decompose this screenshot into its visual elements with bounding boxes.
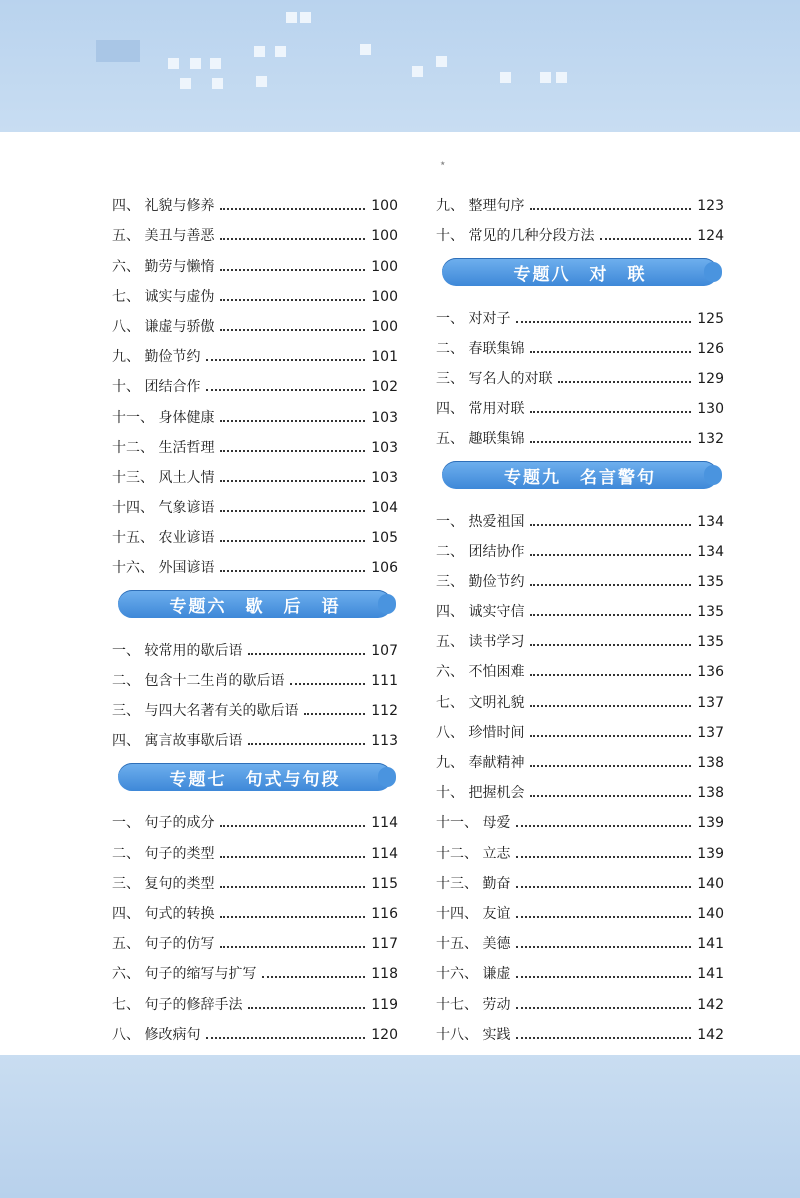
dot-leader	[262, 976, 365, 978]
toc-entry[interactable]	[436, 831, 724, 861]
decor-square	[540, 72, 551, 83]
toc-entry-list	[436, 184, 724, 244]
dot-leader	[290, 683, 365, 685]
toc-entry-title: 十一、 母爱	[436, 815, 511, 832]
toc-entry-page-number: 142	[697, 1026, 724, 1043]
toc-entry-page-number: 100	[371, 258, 398, 275]
dot-leader	[516, 1007, 691, 1009]
toc-entry-list	[112, 184, 398, 576]
toc-entry[interactable]	[112, 952, 398, 982]
toc-entry[interactable]	[436, 741, 724, 771]
toc-entry-page-number: 129	[697, 370, 724, 387]
toc-entry[interactable]	[112, 456, 398, 486]
dot-leader	[248, 1007, 365, 1009]
toc-entry-title: 十三、 勤奋	[436, 875, 511, 892]
toc-entry-page-number: 106	[371, 560, 398, 577]
toc-entry-page-number: 136	[697, 664, 724, 681]
toc-entry-list	[436, 499, 724, 1073]
decor-square	[254, 46, 265, 57]
toc-entry-title: 四、 句式的转换	[112, 905, 215, 922]
toc-entry[interactable]	[436, 952, 724, 982]
toc-entry[interactable]	[436, 982, 724, 1012]
toc-entry-page-number: 137	[697, 694, 724, 711]
toc-entry[interactable]	[112, 719, 398, 749]
toc-entry-page-number: 103	[371, 409, 398, 426]
toc-entry[interactable]	[436, 214, 724, 244]
toc-entry[interactable]	[112, 862, 398, 892]
dot-leader	[558, 381, 691, 383]
dot-leader	[516, 1037, 691, 1039]
toc-entry-page-number: 114	[371, 845, 398, 862]
dot-leader	[220, 510, 365, 512]
decor-square	[212, 78, 223, 89]
toc-entry-page-number: 140	[697, 875, 724, 892]
toc-entry-title: 三、 复句的类型	[112, 875, 215, 892]
banner-title: 专题九 名言警句	[504, 467, 656, 488]
decor-square	[190, 58, 201, 69]
toc-entry-page-number: 102	[371, 379, 398, 396]
toc-entry[interactable]	[112, 426, 398, 456]
toc-entry-list	[112, 801, 398, 1043]
toc-entry[interactable]	[436, 892, 724, 922]
toc-entry-page-number: 123	[697, 198, 724, 215]
dot-leader	[530, 765, 691, 767]
toc-entry-title: 七、 句子的修辞手法	[112, 996, 243, 1013]
toc-entry-title: 九、 奉献精神	[436, 755, 525, 771]
toc-entry-title: 十二、 生活哲理	[112, 439, 215, 456]
dot-leader	[530, 795, 691, 797]
toc-entry-page-number: 120	[371, 1026, 398, 1043]
toc-entry-title: 九、 整理句序	[436, 198, 525, 215]
toc-entry-title: 八、 珍惜时间	[436, 724, 525, 741]
decor-square	[360, 44, 371, 55]
section-banner-6	[118, 590, 392, 618]
toc-entry-page-number: 114	[371, 815, 398, 832]
toc-entry-title: 十、 常见的几种分段方法	[436, 228, 595, 245]
toc-entry-title: 十一、 身体健康	[112, 409, 215, 426]
dot-leader	[220, 238, 365, 240]
toc-entry[interactable]	[436, 184, 724, 214]
dot-leader	[206, 359, 365, 361]
toc-entry-title: 十七、 劳动	[436, 996, 511, 1013]
dot-leader	[220, 916, 365, 918]
toc-entry-title: 十八、 实践	[436, 1026, 511, 1043]
toc-entry-title: 十四、 友谊	[436, 905, 511, 922]
toc-entry[interactable]	[436, 530, 724, 560]
toc-entry-page-number: 135	[697, 573, 724, 590]
dot-leader	[516, 916, 691, 918]
toc-entry[interactable]	[436, 771, 724, 801]
dot-leader	[206, 1037, 365, 1039]
toc-entry[interactable]	[112, 275, 398, 305]
toc-entry-page-number: 112	[371, 703, 398, 719]
toc-entry-page-number: 135	[697, 604, 724, 621]
toc-entry[interactable]	[112, 305, 398, 335]
toc-entry[interactable]	[112, 516, 398, 546]
toc-entry-title: 二、 团结协作	[436, 543, 525, 560]
dot-leader	[530, 705, 691, 707]
toc-entry-title: 二、 句子的类型	[112, 845, 215, 862]
dot-leader	[304, 713, 365, 715]
toc-entry[interactable]	[112, 365, 398, 395]
toc-entry[interactable]	[436, 680, 724, 710]
toc-entry-page-number: 105	[371, 530, 398, 547]
decor-square	[96, 40, 118, 62]
decor-square	[210, 58, 221, 69]
dot-leader	[220, 299, 365, 301]
dot-leader	[530, 411, 691, 413]
toc-entry-title: 一、 较常用的歇后语	[112, 642, 243, 659]
toc-entry-page-number: 119	[371, 996, 398, 1013]
dot-leader	[220, 269, 365, 271]
toc-entry-page-number: 115	[371, 875, 398, 892]
banner-title: 专题八 对 联	[513, 264, 647, 285]
toc-entry[interactable]	[112, 546, 398, 576]
dot-leader	[516, 825, 691, 827]
toc-entry-title: 三、 与四大名著有关的歇后语	[112, 703, 299, 719]
toc-entry-title: 十五、 农业谚语	[112, 530, 215, 547]
toc-entry-page-number: 126	[697, 340, 724, 357]
toc-entry-title: 十、 把握机会	[436, 785, 525, 802]
decor-square	[412, 66, 423, 77]
dot-leader	[248, 743, 365, 745]
toc-entry[interactable]	[436, 650, 724, 680]
decor-square	[556, 72, 567, 83]
decor-square	[275, 46, 286, 57]
toc-entry-page-number: 113	[371, 733, 398, 750]
toc-entry-title: 七、 文明礼貌	[436, 694, 525, 711]
toc-entry-page-number: 111	[371, 672, 398, 689]
decor-square	[118, 40, 140, 62]
toc-entry[interactable]	[112, 892, 398, 922]
toc-entry-title: 八、 修改病句	[112, 1026, 201, 1043]
dot-leader	[206, 389, 365, 391]
toc-entry[interactable]	[436, 590, 724, 620]
decor-square	[286, 12, 297, 23]
toc-entry-page-number: 103	[371, 439, 398, 456]
toc-entry-page-number: 100	[371, 318, 398, 335]
toc-entry-page-number: 100	[371, 288, 398, 305]
toc-entry-page-number: 101	[371, 349, 398, 366]
banner-title: 专题七 句式与句段	[169, 769, 341, 790]
toc-entry-title: 六、 不怕困难	[436, 664, 525, 681]
toc-entry[interactable]	[436, 922, 724, 952]
dot-leader	[516, 946, 691, 948]
toc-entry[interactable]	[436, 1013, 724, 1043]
toc-entry-title: 五、 趣联集锦	[436, 431, 525, 448]
dot-leader	[530, 644, 691, 646]
toc-entry[interactable]	[436, 417, 724, 447]
toc-entry-title: 十五、 美德	[436, 936, 511, 953]
dot-leader	[220, 856, 365, 858]
dot-leader	[220, 825, 365, 827]
toc-entry-title: 四、 寓言故事歇后语	[112, 733, 243, 750]
toc-entry-title: 二、 春联集锦	[436, 340, 525, 357]
dot-leader	[530, 441, 691, 443]
toc-entry-page-number: 124	[697, 228, 724, 245]
dot-leader	[220, 480, 365, 482]
dot-leader	[516, 321, 691, 323]
toc-entry-title: 一、 句子的成分	[112, 815, 215, 832]
toc-entry-page-number: 116	[371, 905, 398, 922]
toc-entry-title: 一、 对对子	[436, 310, 511, 327]
toc-entry-title: 四、 常用对联	[436, 401, 525, 418]
toc-entry-page-number: 132	[697, 431, 724, 448]
dot-leader	[530, 554, 691, 556]
toc-entry[interactable]	[112, 689, 398, 719]
toc-entry[interactable]	[112, 922, 398, 952]
toc-entry-list	[436, 296, 724, 447]
dot-leader	[220, 946, 365, 948]
toc-entry-page-number: 134	[697, 513, 724, 530]
toc-entry-title: 十四、 气象谚语	[112, 500, 215, 517]
dot-leader	[220, 886, 365, 888]
toc-entry-page-number: 107	[371, 642, 398, 659]
toc-entry-page-number: 139	[697, 845, 724, 862]
banner-title: 专题六 歇 后 语	[169, 596, 341, 617]
bottom-decorative-band	[0, 1055, 800, 1198]
toc-entry-page-number: 135	[697, 634, 724, 651]
toc-entry-page-number: 104	[371, 500, 398, 517]
toc-entry[interactable]	[112, 486, 398, 516]
toc-left-column	[112, 184, 398, 1043]
toc-entry-title: 十六、 外国谚语	[112, 560, 215, 577]
toc-entry[interactable]	[436, 560, 724, 590]
toc-entry[interactable]	[436, 620, 724, 650]
toc-entry[interactable]	[112, 831, 398, 861]
dot-leader	[530, 351, 691, 353]
dot-leader	[220, 570, 365, 572]
toc-entry[interactable]	[436, 357, 724, 387]
dot-leader	[530, 735, 691, 737]
decor-square	[436, 56, 447, 67]
decor-square	[168, 58, 179, 69]
dot-leader	[530, 614, 691, 616]
toc-entry[interactable]	[112, 335, 398, 365]
dot-leader	[220, 208, 365, 210]
dot-leader	[220, 450, 365, 452]
toc-entry-page-number: 100	[371, 198, 398, 215]
toc-entry[interactable]	[112, 659, 398, 689]
top-decorative-band	[0, 0, 800, 132]
toc-entry-list	[112, 628, 398, 749]
toc-entry[interactable]	[112, 801, 398, 831]
toc-entry-title: 十六、 谦虚	[436, 966, 511, 983]
toc-entry-page-number: 141	[697, 936, 724, 953]
dot-leader	[516, 856, 691, 858]
toc-entry-title: 三、 写名人的对联	[436, 370, 553, 387]
toc-entry[interactable]	[112, 982, 398, 1012]
toc-entry[interactable]	[436, 387, 724, 417]
dot-leader	[248, 653, 365, 655]
toc-entry-title: 一、 热爱祖国	[436, 513, 525, 530]
toc-entry-title: 五、 读书学习	[436, 634, 525, 651]
toc-entry-page-number: 138	[697, 785, 724, 802]
toc-entry[interactable]	[436, 296, 724, 326]
toc-entry-title: 三、 勤俭节约	[436, 573, 525, 590]
dot-leader	[516, 976, 691, 978]
toc-entry-page-number: 100	[371, 228, 398, 245]
decor-square	[300, 12, 311, 23]
toc-entry-title: 九、 勤俭节约	[112, 349, 201, 366]
toc-entry-page-number: 125	[697, 310, 724, 327]
toc-entry-title: 五、 美丑与善恶	[112, 228, 215, 245]
section-banner-9	[442, 461, 718, 489]
dot-leader	[220, 420, 365, 422]
dot-leader	[530, 208, 691, 210]
toc-entry[interactable]	[436, 499, 724, 529]
dot-leader	[530, 584, 691, 586]
toc-entry[interactable]	[112, 1013, 398, 1043]
dot-leader	[530, 524, 691, 526]
toc-entry-title: 十、 团结合作	[112, 379, 201, 396]
dot-leader	[530, 674, 691, 676]
toc-entry-title: 八、 谦虚与骄傲	[112, 318, 215, 335]
toc-entry-title: 七、 诚实与虚伪	[112, 288, 215, 305]
toc-entry[interactable]	[112, 214, 398, 244]
toc-entry[interactable]	[436, 327, 724, 357]
decor-square	[180, 78, 191, 89]
page-speck: ٭	[440, 158, 446, 169]
toc-entry-page-number: 137	[697, 724, 724, 741]
toc-entry-page-number: 140	[697, 905, 724, 922]
toc-entry-page-number: 141	[697, 966, 724, 983]
toc-entry-title: 六、 勤劳与懒惰	[112, 258, 215, 275]
toc-entry-title: 十三、 风土人情	[112, 469, 215, 486]
toc-entry-title: 六、 句子的缩写与扩写	[112, 966, 257, 983]
dot-leader	[220, 540, 365, 542]
toc-right-column	[436, 184, 724, 1073]
section-banner-7	[118, 763, 392, 791]
toc-entry-page-number: 142	[697, 996, 724, 1013]
toc-entry-page-number: 134	[697, 543, 724, 560]
toc-entry-title: 四、 礼貌与修养	[112, 198, 215, 215]
toc-entry-title: 五、 句子的仿写	[112, 936, 215, 953]
toc-entry-title: 二、 包含十二生肖的歇后语	[112, 672, 285, 689]
section-banner-8	[442, 258, 718, 286]
toc-entry[interactable]	[112, 628, 398, 658]
dot-leader	[516, 886, 691, 888]
decor-square	[500, 72, 511, 83]
toc-entry-page-number: 117	[371, 936, 398, 953]
toc-entry[interactable]	[436, 862, 724, 892]
toc-entry-page-number: 138	[697, 755, 724, 771]
toc-entry-page-number: 130	[697, 401, 724, 418]
toc-entry-title: 十二、 立志	[436, 845, 511, 862]
toc-entry-page-number: 139	[697, 815, 724, 832]
dot-leader	[600, 238, 691, 240]
toc-entry[interactable]	[112, 184, 398, 214]
toc-entry[interactable]	[436, 711, 724, 741]
dot-leader	[220, 329, 365, 331]
toc-entry[interactable]	[112, 244, 398, 274]
toc-entry[interactable]	[112, 395, 398, 425]
toc-entry-page-number: 103	[371, 469, 398, 486]
toc-entry[interactable]	[436, 801, 724, 831]
toc-entry-title: 四、 诚实守信	[436, 604, 525, 621]
toc-entry-page-number: 118	[371, 966, 398, 983]
decor-square	[256, 76, 267, 87]
